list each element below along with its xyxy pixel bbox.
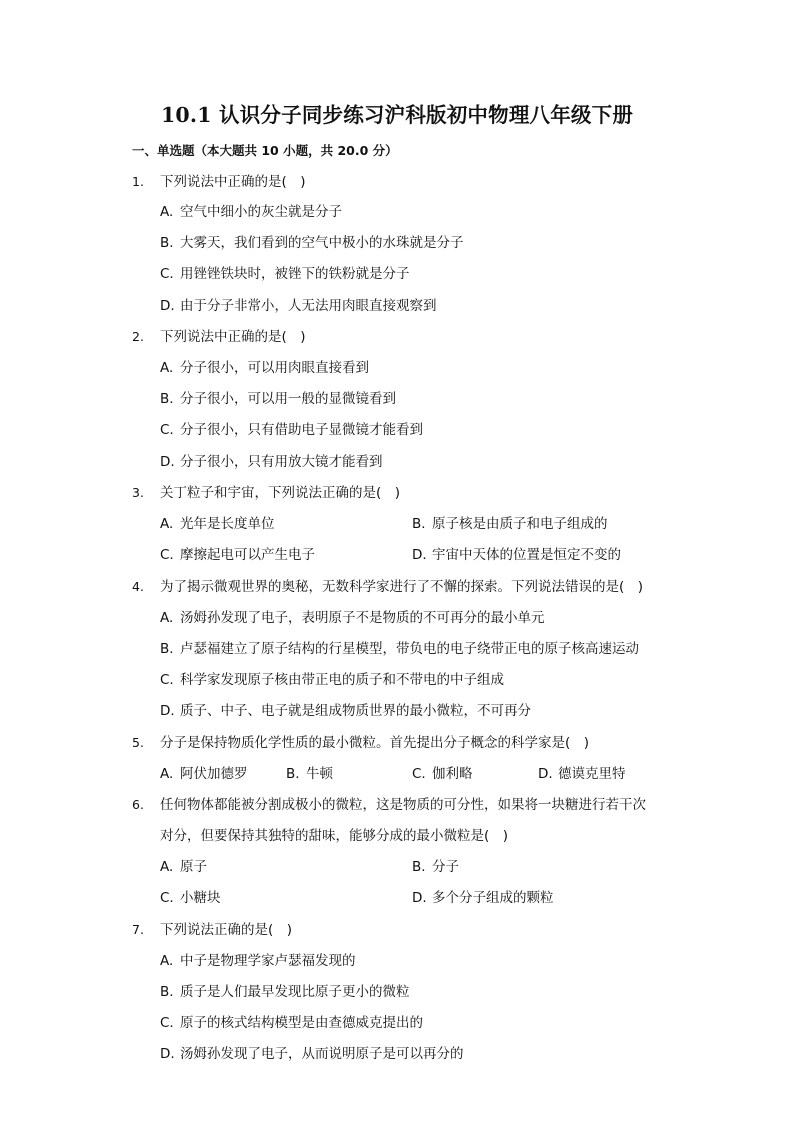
document-title: 10.1 认识分子同步练习沪科版初中物理八年级下册 (160, 103, 634, 127)
option-c: C. 原子的核式结构模型是由查德威克提出的 (160, 1015, 423, 1031)
option-a: A. 空气中细小的灰尘就是分子 (160, 204, 342, 220)
option-c: C. 分子很小，只有借助电子显微镜才能看到 (160, 422, 423, 438)
option-a: A. 分子很小，可以用肉眼直接看到 (160, 360, 369, 376)
question-number: 5. (132, 735, 144, 750)
option-d: D. 多个分子组成的颗粒 (412, 890, 554, 906)
question-stem-continued: 对分，但要保持其独特的甜味，能够分成的最小微粒是( ) (160, 828, 509, 844)
option-c: C. 摩擦起电可以产生电子 (160, 547, 315, 563)
question-number: 2. (132, 329, 144, 344)
option-b: B. 大雾天，我们看到的空气中极小的水珠就是分子 (160, 235, 464, 251)
option-d: D. 宇宙中天体的位置是恒定不变的 (412, 547, 621, 563)
question-number: 7. (132, 922, 144, 937)
option-d: D. 德谟克里特 (538, 766, 626, 782)
question-stem: 下列说法中正确的是( ) (160, 329, 306, 345)
option-a: A. 原子 (160, 859, 207, 875)
option-d: D. 汤姆孙发现了电子，从而说明原子是可以再分的 (160, 1046, 464, 1062)
option-c: C. 科学家发现原子核由带正电的质子和不带电的中子组成 (160, 672, 504, 688)
option-b: B. 质子是人们最早发现比原子更小的微粒 (160, 984, 410, 1000)
question-stem: 下列说法正确的是( ) (160, 922, 293, 938)
option-d: D. 由于分子非常小，人无法用肉眼直接观察到 (160, 298, 437, 314)
question-stem: 任何物体都能被分割成极小的微粒，这是物质的可分性，如果将一块糖进行若干次 (160, 797, 646, 813)
question-stem: 分子是保持物质化学性质的最小微粒。首先提出分子概念的科学家是( ) (160, 735, 590, 751)
section-header: 一、单选题（本大题共 10 小题，共 20.0 分） (132, 143, 398, 158)
option-b: B. 卢瑟福建立了原子结构的行星模型，带负电的电子绕带正电的原子核高速运动 (160, 641, 639, 657)
option-c: C. 用锉锉铁块时，被锉下的铁粉就是分子 (160, 266, 410, 282)
option-c: C. 伽利略 (412, 766, 473, 782)
question-number: 4. (132, 579, 144, 594)
option-a: A. 光年是长度单位 (160, 516, 275, 532)
option-b: B. 牛顿 (286, 766, 333, 782)
option-d: D. 分子很小，只有用放大镜才能看到 (160, 454, 383, 470)
option-b: B. 原子核是由质子和电子组成的 (412, 516, 608, 532)
option-b: B. 分子很小，可以用一般的显微镜看到 (160, 391, 396, 407)
question-stem: 为了揭示微观世界的奥秘，无数科学家进行了不懈的探索。下列说法错误的是( ) (160, 579, 644, 595)
question-number: 1. (132, 174, 144, 189)
question-number: 3. (132, 485, 144, 500)
question-stem: 关丁粒子和宇宙，下列说法正确的是( ) (160, 485, 401, 501)
option-a: A. 汤姆孙发现了电子，表明原子不是物质的不可再分的最小单元 (160, 610, 545, 626)
option-b: B. 分子 (412, 859, 459, 875)
option-d: D. 质子、中子、电子就是组成物质世界的最小微粒，不可再分 (160, 703, 531, 719)
question-stem: 下列说法中正确的是( ) (160, 174, 306, 190)
question-number: 6. (132, 797, 144, 812)
option-c: C. 小糖块 (160, 890, 221, 906)
option-a: A. 阿伏加德罗 (160, 766, 248, 782)
option-a: A. 中子是物理学家卢瑟福发现的 (160, 953, 356, 969)
